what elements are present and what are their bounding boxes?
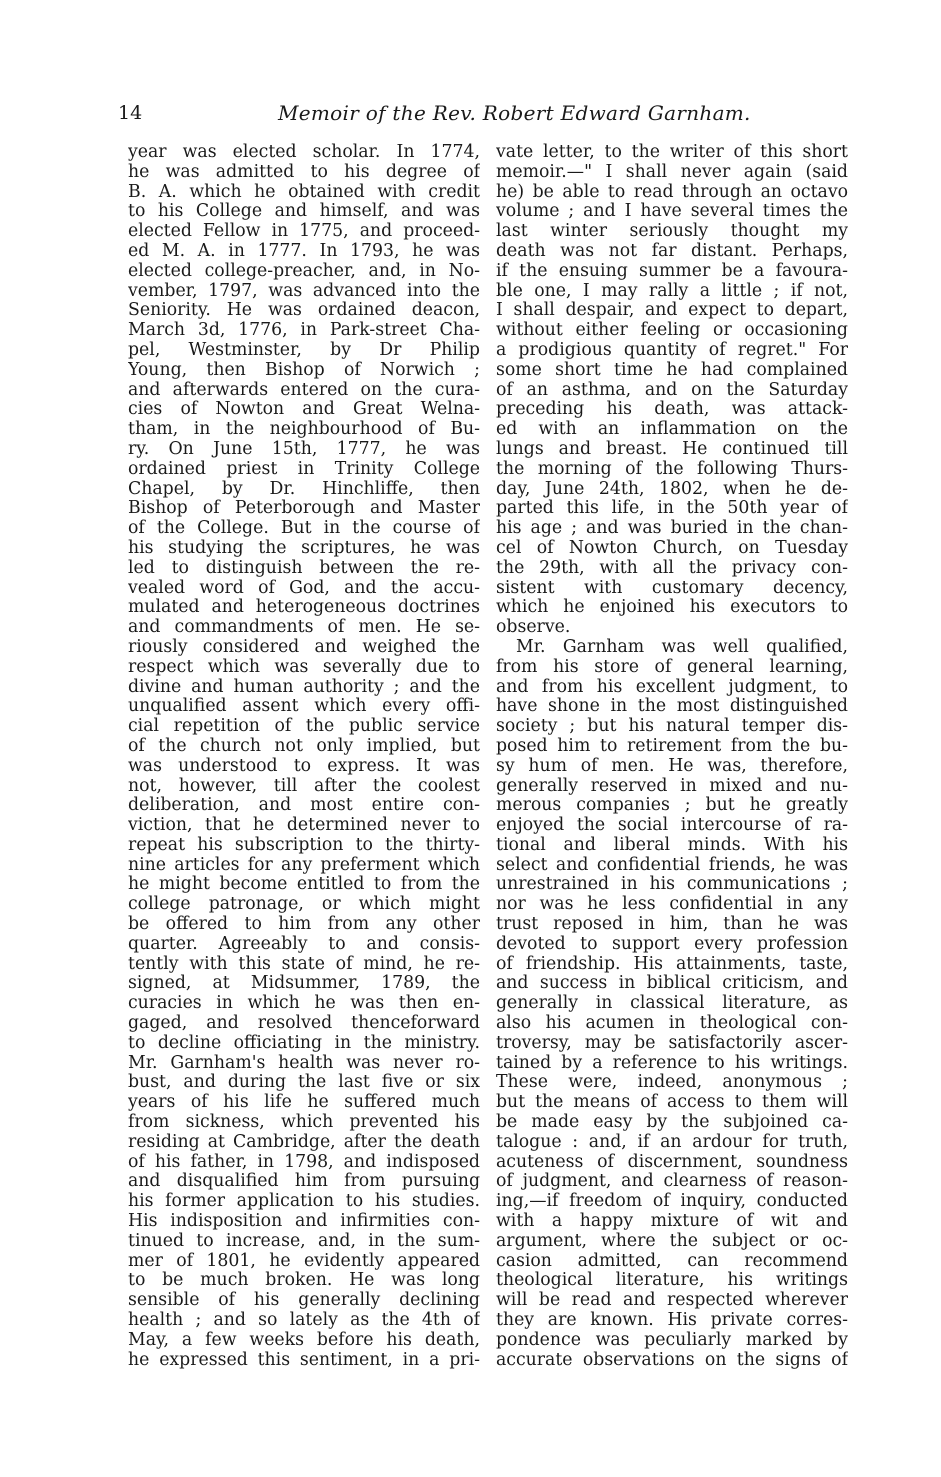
- text-line: pondence was peculiarly marked by: [496, 1330, 848, 1350]
- text-line: ble one, I may rally a little ; if not,: [496, 281, 848, 301]
- text-line: posed him to retirement from the bu-: [496, 736, 848, 756]
- text-line: divine and human authority ; and the: [128, 677, 480, 697]
- text-line: and disqualified him from pursuing: [128, 1172, 480, 1192]
- text-line: cies of Nowton and Great Welna-: [128, 400, 480, 420]
- text-line: troversy, may be satisfactorily ascer-: [496, 1033, 848, 1053]
- text-line: deliberation, and most entire con-: [128, 796, 480, 816]
- text-line: of his father, in 1798, and indisposed: [128, 1152, 480, 1172]
- text-line: Chapel, by Dr. Hinchliffe, then: [128, 479, 480, 499]
- text-line: pel, Westminster, by Dr Philip: [128, 340, 480, 360]
- text-line: quarter. Agreeably to and consis-: [128, 934, 480, 954]
- text-line: lungs and breast. He continued till: [496, 439, 848, 459]
- text-line: will be read and respected wherever: [496, 1291, 848, 1311]
- text-line: college patronage, or which might: [128, 895, 480, 915]
- text-line: ing,—if freedom of inquiry, conducted: [496, 1192, 848, 1212]
- text-line: be made easy by the subjoined ca-: [496, 1113, 848, 1133]
- text-line: tham, in the neighbourhood of Bu-: [128, 420, 480, 440]
- page-number: 14: [118, 102, 143, 124]
- text-line: argument, where the subject or oc-: [496, 1231, 848, 1251]
- text-line: nor was he less confidential in any: [496, 895, 848, 915]
- text-line: acuteness of discernment, soundness: [496, 1152, 848, 1172]
- text-line: of the College. But in the course of: [128, 519, 480, 539]
- text-line: Seniority. He was ordained deacon,: [128, 301, 480, 321]
- text-line: society ; but his natural temper dis-: [496, 717, 848, 737]
- text-line: health ; and so lately as the 4th of: [128, 1311, 480, 1331]
- text-line: years of his life he suffered much: [128, 1093, 480, 1113]
- text-line: mulated and heterogeneous doctrines: [128, 598, 480, 618]
- text-line: gaged, and resolved thenceforward: [128, 1014, 480, 1034]
- text-line: ed M. A. in 1777. In 1793, he was: [128, 241, 480, 261]
- text-line: sistent with customary decency,: [496, 578, 848, 598]
- text-line: tional and liberal minds. With his: [496, 835, 848, 855]
- text-line: was understood to express. It was: [128, 756, 480, 776]
- text-line: he was admitted to his degree of: [128, 162, 480, 182]
- text-line: repeat his subscription to the thirty-: [128, 835, 480, 855]
- text-line: from his store of general learning,: [496, 657, 848, 677]
- text-line: elected Fellow in 1775, and proceed-: [128, 222, 480, 242]
- text-line: also his acumen in theological con-: [496, 1014, 848, 1034]
- text-line: tently with this state of mind, he re-: [128, 954, 480, 974]
- text-line: which he enjoined his executors to: [496, 598, 848, 618]
- text-line: be offered to him from any other: [128, 915, 480, 935]
- text-line: year was elected scholar. In 1774,: [128, 143, 480, 162]
- running-title: Memoir of the Rev. Robert Edward Garnham.: [278, 101, 751, 125]
- text-line: cel of Nowton Church, on Tuesday: [496, 538, 848, 558]
- text-line: observe.: [496, 618, 571, 638]
- text-line: viction, that he determined never to: [128, 816, 480, 836]
- text-line: sensible of his generally declining: [128, 1291, 480, 1311]
- text-line: the 29th, with all the privacy con-: [496, 558, 848, 578]
- text-line: unqualified assent which every offi-: [128, 697, 480, 717]
- text-line: not, however, till after the coolest: [128, 776, 480, 796]
- text-line: Bishop of Peterborough and Master: [128, 499, 480, 519]
- text-line: without either feeling or occasioning: [496, 321, 848, 341]
- text-line: B. A. which he obtained with credit: [128, 182, 480, 202]
- text-line: ry. On June 15th, 1777, he was: [128, 439, 480, 459]
- text-line: May, a few weeks before his death,: [128, 1330, 480, 1350]
- text-line: I shall despair, and expect to depart,: [496, 301, 848, 321]
- text-line: theological literature, his writings: [496, 1271, 848, 1291]
- text-line: ed with an inflammation on the: [496, 420, 848, 440]
- text-line: ordained priest in Trinity College: [128, 459, 480, 479]
- text-line: talogue : and, if an ardour for truth,: [496, 1132, 848, 1152]
- text-line: a prodigious quantity of regret." For: [496, 340, 848, 360]
- text-line: of an asthma, and on the Saturday: [496, 380, 848, 400]
- text-line: of judgment, and clearness of reason-: [496, 1172, 848, 1192]
- text-line: tinued to increase, and, in the sum-: [128, 1231, 480, 1251]
- text-line: Mr. Garnham was well qualified,: [516, 637, 848, 657]
- text-line: to decline officiating in the ministry.: [128, 1033, 480, 1053]
- text-line: March 3d, 1776, in Park-street Cha-: [128, 321, 480, 341]
- text-line: vember, 1797, was advanced into the: [128, 281, 480, 301]
- text-line: but the means of access to them will: [496, 1093, 848, 1113]
- text-line: last winter seriously thought my: [496, 222, 848, 242]
- text-line: he might become entitled to from the: [128, 875, 480, 895]
- text-line: vate letter, to the writer of this short: [496, 143, 848, 162]
- text-line: merous companies ; but he greatly: [496, 796, 848, 816]
- text-line: Young, then Bishop of Norwich ;: [128, 360, 480, 380]
- text-line: and afterwards entered on the cura-: [128, 380, 480, 400]
- text-line: to be much broken. He was long: [128, 1271, 480, 1291]
- text-line: vealed word of God, and the accu-: [128, 578, 480, 598]
- text-line: signed, at Midsummer, 1789, the: [128, 974, 480, 994]
- text-line: if the ensuing summer be a favoura-: [496, 261, 848, 281]
- text-line: memoir.—" I shall never again (said: [496, 162, 848, 182]
- text-line: bust, and during the last five or six: [128, 1073, 480, 1093]
- text-line: of the church not only implied, but: [128, 736, 480, 756]
- text-line: accurate observations on the signs of: [496, 1350, 848, 1370]
- text-line: of friendship. His attainments, taste,: [496, 954, 848, 974]
- text-line: tained by a reference to his writings.: [496, 1053, 848, 1073]
- text-line: respect which was severally due to: [128, 657, 480, 677]
- text-line: and success in biblical criticism, and: [496, 974, 848, 994]
- text-line: to his College and himself, and was: [128, 202, 480, 222]
- text-line: trust reposed in him, than he was: [496, 915, 848, 935]
- text-line: unrestrained in his communications ;: [496, 875, 848, 895]
- text-line: These were, indeed, anonymous ;: [496, 1073, 848, 1093]
- right-column: [496, 143, 848, 1370]
- text-line: riously considered and weighed the: [128, 637, 480, 657]
- text-line: he expressed this sentiment, in a pri-: [128, 1350, 480, 1370]
- text-line: nine articles for any preferment which: [128, 855, 480, 875]
- text-line: his studying the scriptures, he was: [128, 538, 480, 558]
- text-line: cial repetition of the public service: [128, 717, 480, 737]
- text-line: mer of 1801, he evidently appeared: [128, 1251, 480, 1271]
- text-line: and from his excellent judgment, to: [496, 677, 848, 697]
- text-line: preceding his death, was attack-: [496, 400, 848, 420]
- text-line: generally in classical literature, as: [496, 994, 848, 1014]
- text-line: sy hum of men. He was, therefore,: [496, 756, 848, 776]
- text-line: curacies in which he was then en-: [128, 994, 480, 1014]
- text-line: casion admitted, can recommend: [496, 1251, 848, 1271]
- text-line: day, June 24th, 1802, when he de-: [496, 479, 848, 499]
- text-line: enjoyed the social intercourse of ra-: [496, 816, 848, 836]
- text-line: volume ; and I have several times the: [496, 202, 848, 222]
- text-line: death was not far distant. Perhaps,: [496, 241, 848, 261]
- text-line: he) be able to read through an octavo: [496, 182, 848, 202]
- text-line: residing at Cambridge, after the death: [128, 1132, 480, 1152]
- text-line: with a happy mixture of wit and: [496, 1212, 848, 1232]
- text-line: devoted to support every profession: [496, 934, 848, 954]
- text-line: the morning of the following Thurs-: [496, 459, 848, 479]
- text-line: His indisposition and infirmities con-: [128, 1212, 480, 1232]
- text-line: from sickness, which prevented his: [128, 1113, 480, 1133]
- text-line: and commandments of men. He se-: [128, 618, 480, 638]
- text-line: Mr. Garnham's health was never ro-: [128, 1053, 480, 1073]
- text-line: his former application to his studies.: [128, 1192, 480, 1212]
- text-line: his age ; and was buried in the chan-: [496, 519, 848, 539]
- left-column: [128, 143, 480, 1370]
- text-line: parted this life, in the 50th year of: [496, 499, 848, 519]
- text-line: select and confidential friends, he was: [496, 855, 848, 875]
- page-header: [118, 100, 838, 130]
- text-line: generally reserved in mixed and nu-: [496, 776, 848, 796]
- text-line: led to distinguish between the re-: [128, 558, 480, 578]
- text-line: have shone in the most distinguished: [496, 697, 848, 717]
- text-line: they are known. His private corres-: [496, 1311, 848, 1331]
- text-line: some short time he had complained: [496, 360, 848, 380]
- text-line: elected college-preacher, and, in No-: [128, 261, 480, 281]
